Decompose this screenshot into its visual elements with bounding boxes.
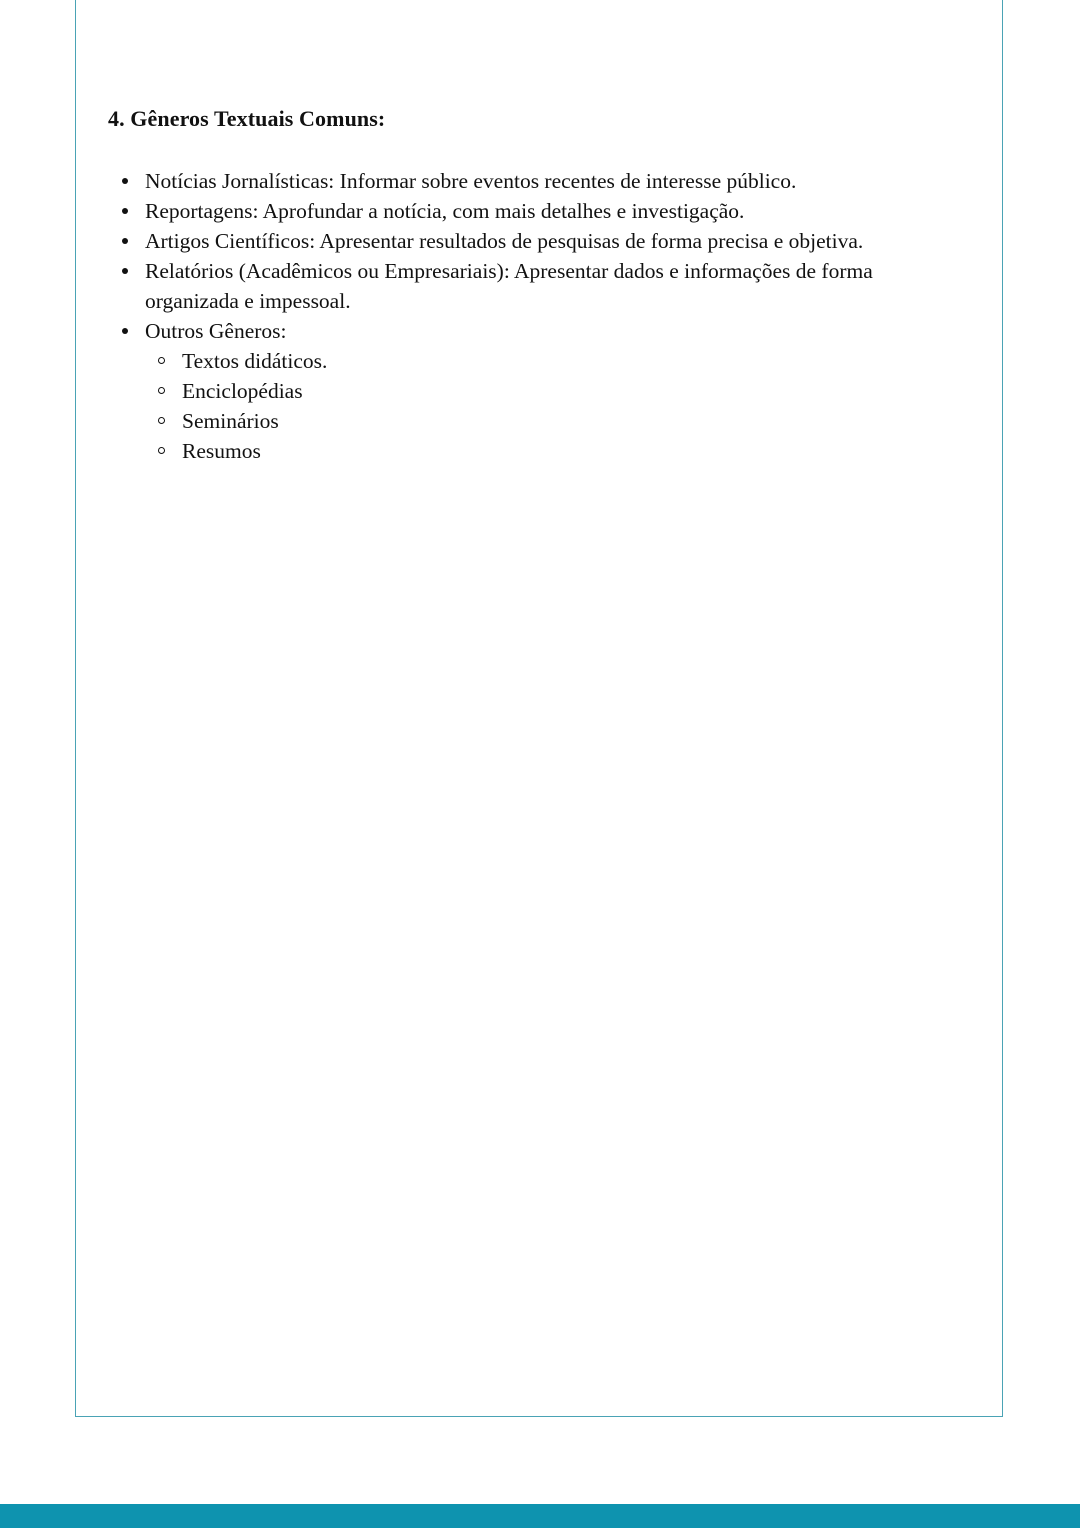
genre-list [108, 166, 928, 466]
list-item-text: Outros Gêneros: [145, 319, 287, 343]
list-item [145, 166, 928, 196]
list-item [145, 196, 928, 226]
bullet-disc-icon [122, 208, 128, 214]
sublist-item [182, 346, 928, 376]
other-genres-sublist [145, 346, 928, 466]
sublist-item-text: Seminários [182, 409, 279, 433]
bullet-circle-icon [158, 447, 165, 454]
sublist-item-text: Enciclopédias [182, 379, 303, 403]
sublist-item-text: Resumos [182, 439, 261, 463]
bullet-circle-icon [158, 387, 165, 394]
sublist-item [182, 406, 928, 436]
sublist-item-text: Textos didáticos. [182, 349, 328, 373]
document-content [108, 104, 928, 466]
list-item-text: Relatórios (Acadêmicos ou Empresariais): Apresentar dados e informações de forma organizada e impessoal. [145, 259, 873, 313]
list-item [145, 256, 928, 316]
bullet-disc-icon [122, 328, 128, 334]
list-item-text: Notícias Jornalísticas: Informar sobre eventos recentes de interesse público. [145, 169, 797, 193]
sublist-item [182, 436, 928, 466]
sublist-item [182, 376, 928, 406]
list-item-text: Reportagens: Aprofundar a notícia, com mais detalhes e investigação. [145, 199, 745, 223]
list-item-text: Artigos Científicos: Apresentar resultados de pesquisas de forma precisa e objetiva. [145, 229, 864, 253]
bullet-disc-icon [122, 178, 128, 184]
bullet-disc-icon [122, 238, 128, 244]
list-item [145, 226, 928, 256]
bullet-circle-icon [158, 417, 165, 424]
list-item-other-genres [145, 316, 928, 466]
section-heading: 4. Gêneros Textuais Comuns: [108, 106, 386, 131]
bullet-circle-icon [158, 357, 165, 364]
footer-accent-bar [0, 1504, 1080, 1528]
bullet-disc-icon [122, 268, 128, 274]
